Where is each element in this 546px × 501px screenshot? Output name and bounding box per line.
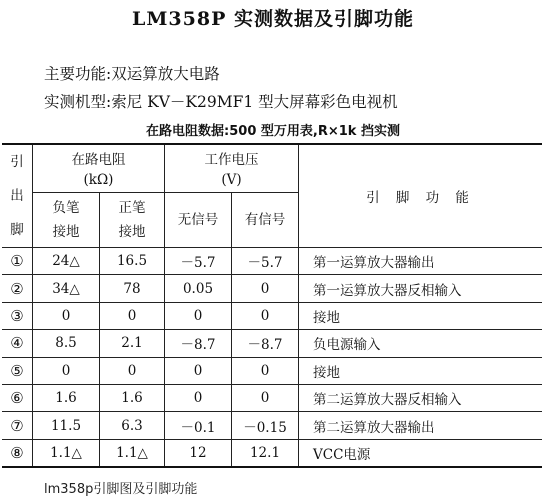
resistance-unit: (kΩ) [83,171,114,188]
pin-function-cell: 第二运算放大器反相输入 [299,384,543,411]
no-signal-voltage-cell: －5.7 [165,248,232,275]
pos-probe-header-line-2: 接地 [118,223,146,240]
measurement-note: 在路电阻数据:500 型万用表,R×1k 挡实测 [146,124,400,139]
no-signal-voltage-cell: －0.1 [165,412,232,439]
voltage-header-label: 工作电压 [204,151,259,168]
table-row [2,357,542,384]
pos-probe-header [100,192,165,247]
pin-header-char-2: 出 [10,188,24,204]
pin-function-cell: 第一运算放大器输出 [299,248,543,275]
pin-data-table [2,143,542,468]
with-signal-header: 有信号 [232,192,299,247]
with-signal-voltage-cell: 0 [232,302,299,329]
neg-probe-resistance-cell: 11.5 [33,412,100,439]
with-signal-voltage-cell: －0.15 [232,412,299,439]
no-signal-voltage-cell: －8.7 [165,330,232,357]
table-row [2,412,542,439]
pin-header-char-3: 脚 [10,222,24,238]
neg-probe-resistance-cell: 0 [33,302,100,329]
with-signal-voltage-cell: －8.7 [232,330,299,357]
main-function-line: 主要功能:双运算放大电路 [44,65,220,83]
with-signal-voltage-cell: 0 [232,357,299,384]
neg-probe-resistance-cell: 1.1△ [33,439,100,467]
pos-probe-resistance-cell: 1.6 [100,384,165,411]
pos-probe-header-line-1: 正笔 [118,199,146,216]
no-signal-voltage-cell: 12 [165,439,232,467]
pin-function-cell: 接地 [299,302,543,329]
function-header: 引 脚 功 能 [299,144,543,248]
pos-probe-resistance-cell: 16.5 [100,248,165,275]
image-caption: lm358p引脚图及引脚功能 [44,482,198,497]
resistance-header [33,144,165,192]
neg-probe-resistance-cell: 34△ [33,275,100,302]
pin-function-cell: 第一运算放大器反相输入 [299,275,543,302]
no-signal-voltage-cell: 0 [165,357,232,384]
pin-function-cell: 第二运算放大器输出 [299,412,543,439]
neg-probe-header-line-2: 接地 [52,223,80,240]
pin-number-cell: ⑦ [2,412,33,439]
pin-function-cell: VCC电源 [299,439,543,467]
pin-number-cell: ② [2,275,33,302]
neg-probe-resistance-cell: 24△ [33,248,100,275]
no-signal-voltage-cell: 0 [165,302,232,329]
voltage-unit: (V) [221,171,242,188]
pos-probe-resistance-cell: 0 [100,302,165,329]
pin-header-char-1: 引 [10,154,24,170]
neg-probe-resistance-cell: 8.5 [33,330,100,357]
pin-number-cell: ⑥ [2,384,33,411]
neg-probe-header-line-1: 负笔 [52,199,80,216]
pos-probe-resistance-cell: 2.1 [100,330,165,357]
neg-probe-header [33,192,100,247]
no-signal-voltage-cell: 0 [165,384,232,411]
neg-probe-resistance-cell: 0 [33,357,100,384]
table-row [2,384,542,411]
voltage-header [165,144,299,192]
table-row [2,275,542,302]
table-row [2,248,542,275]
pin-number-cell: ④ [2,330,33,357]
with-signal-voltage-cell: 0 [232,384,299,411]
with-signal-voltage-cell: －5.7 [232,248,299,275]
pin-function-cell: 负电源输入 [299,330,543,357]
neg-probe-resistance-cell: 1.6 [33,384,100,411]
test-model-line: 实测机型:索尼 KV－K29MF1 型大屏幕彩色电视机 [44,93,398,111]
with-signal-voltage-cell: 12.1 [232,439,299,467]
pin-header [2,144,33,248]
pin-function-cell: 接地 [299,357,543,384]
resistance-header-label: 在路电阻 [71,151,126,168]
no-signal-header: 无信号 [165,192,232,247]
pos-probe-resistance-cell: 78 [100,275,165,302]
pos-probe-resistance-cell: 6.3 [100,412,165,439]
pin-number-cell: ⑤ [2,357,33,384]
table-row [2,330,542,357]
pin-number-cell: ⑧ [2,439,33,467]
pos-probe-resistance-cell: 1.1△ [100,439,165,467]
no-signal-voltage-cell: 0.05 [165,275,232,302]
table-row [2,439,542,467]
with-signal-voltage-cell: 0 [232,275,299,302]
document-title: LM358P 实测数据及引脚功能 [132,8,414,30]
pin-number-cell: ③ [2,302,33,329]
pin-number-cell: ① [2,248,33,275]
pin-rows [2,248,542,468]
table-row [2,302,542,329]
pos-probe-resistance-cell: 0 [100,357,165,384]
